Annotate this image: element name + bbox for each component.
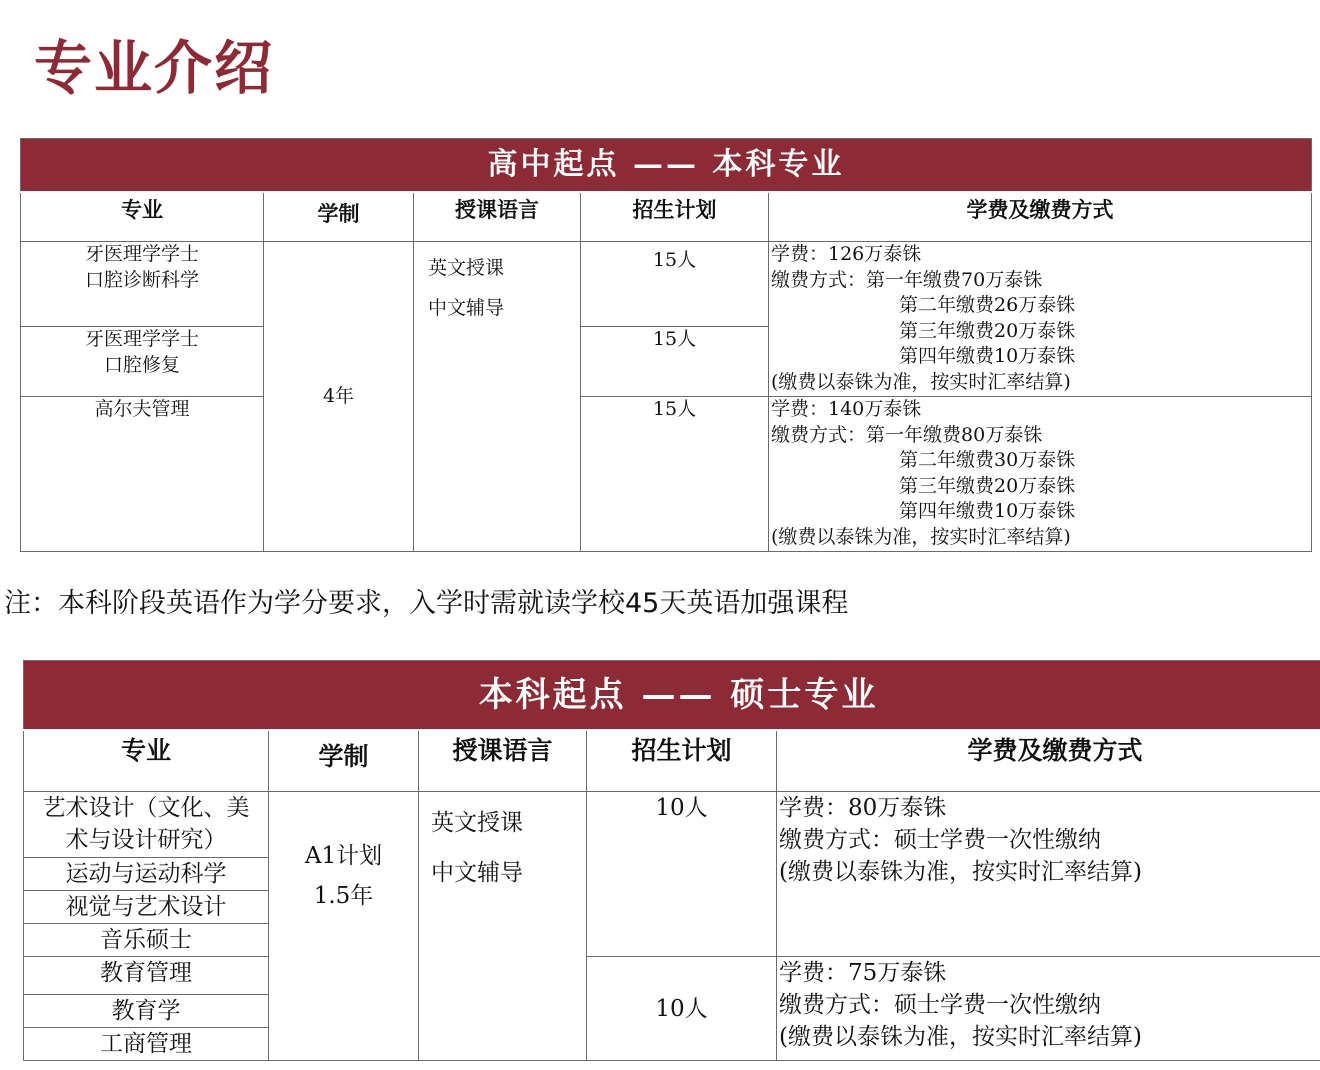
language-line: 中文辅导	[431, 860, 523, 886]
undergrad-programs-table	[20, 138, 1312, 552]
header-duration: 学制	[269, 730, 419, 792]
header-language: 授课语言	[414, 192, 581, 242]
header-duration: 学制	[264, 192, 414, 242]
fee-year: 第四年缴费10万泰铢	[899, 345, 1076, 367]
header-plan: 招生计划	[587, 730, 777, 792]
fee-cell	[769, 397, 1312, 552]
fee-year: 第三年缴费20万泰铢	[899, 474, 1076, 497]
fee-cell	[777, 792, 1320, 957]
header-fees: 学费及缴费方式	[777, 730, 1320, 792]
language-line: 英文授课	[431, 810, 523, 836]
major-cell: 视觉与艺术设计	[24, 891, 269, 924]
duration-line: 1.5年	[313, 883, 374, 909]
duration-cell: 4年	[264, 242, 414, 552]
header-plan: 招生计划	[581, 192, 769, 242]
major-cell: 运动与运动科学	[24, 858, 269, 891]
fee-tuition: 学费：126万泰铢	[771, 243, 922, 265]
fee-tuition: 学费：80万泰铢	[779, 795, 947, 821]
fee-method: 缴费方式：硕士学费一次性缴纳	[779, 992, 1101, 1018]
fee-year: 第二年缴费26万泰铢	[899, 294, 1076, 316]
fee-method: 缴费方式：第一年缴费70万泰铢	[771, 268, 1043, 291]
language-cell	[419, 792, 587, 1061]
fee-note: (缴费以泰铢为准，按实时汇率结算)	[771, 370, 1071, 393]
note-text: 注：本科阶段英语作为学分要求，入学时需就读学校45天英语加强课程	[4, 588, 849, 619]
major-line: 艺术设计（文化、美	[42, 795, 250, 821]
fee-year: 第二年缴费30万泰铢	[899, 449, 1076, 471]
plan-cell: 15人	[581, 397, 769, 552]
fee-note: (缴费以泰铢为准，按实时汇率结算)	[779, 859, 1142, 885]
major-cell: 教育学	[24, 995, 269, 1028]
fee-note: (缴费以泰铢为准，按实时汇率结算)	[771, 525, 1071, 548]
header-fees: 学费及缴费方式	[769, 192, 1312, 242]
fee-cell	[777, 957, 1320, 1061]
table-banner: 本科起点 —— 硕士专业	[24, 661, 1320, 731]
fee-method: 缴费方式：第一年缴费80万泰铢	[771, 423, 1043, 446]
major-cell: 教育管理	[24, 957, 269, 995]
page-title: 专业介绍	[34, 34, 275, 102]
fee-year: 第四年缴费10万泰铢	[899, 500, 1076, 522]
fee-method: 缴费方式：硕士学费一次性缴纳	[779, 827, 1101, 853]
major-cell	[21, 327, 264, 397]
major-line: 口腔诊断科学	[84, 268, 199, 291]
major-line: 牙医理学学士	[84, 243, 199, 265]
duration-cell	[269, 792, 419, 1061]
fee-tuition: 学费：75万泰铢	[779, 960, 947, 986]
fee-cell	[769, 242, 1312, 397]
major-cell	[24, 792, 269, 858]
language-cell	[414, 242, 581, 552]
plan-cell: 15人	[581, 327, 769, 397]
table-banner: 高中起点 —— 本科专业	[21, 139, 1312, 193]
major-line: 牙医理学学士	[84, 328, 199, 350]
language-line: 英文授课	[428, 257, 505, 279]
header-language: 授课语言	[419, 730, 587, 792]
master-programs-table	[23, 660, 1320, 1061]
major-cell: 高尔夫管理	[21, 397, 264, 552]
major-line: 口腔修复	[103, 353, 180, 376]
fee-year: 第三年缴费20万泰铢	[899, 319, 1076, 342]
fee-tuition: 学费：140万泰铢	[771, 398, 922, 420]
duration-line: A1计划	[304, 843, 383, 869]
major-cell: 工商管理	[24, 1028, 269, 1061]
major-cell: 音乐硕士	[24, 924, 269, 957]
plan-cell: 10人	[587, 792, 777, 957]
header-major: 专业	[21, 192, 264, 242]
header-major: 专业	[24, 730, 269, 792]
language-line: 中文辅导	[428, 297, 505, 319]
major-cell	[21, 242, 264, 327]
plan-cell: 10人	[587, 957, 777, 1061]
major-line: 术与设计研究）	[65, 827, 227, 853]
fee-note: (缴费以泰铢为准，按实时汇率结算)	[779, 1024, 1142, 1050]
plan-cell: 15人	[581, 242, 769, 327]
